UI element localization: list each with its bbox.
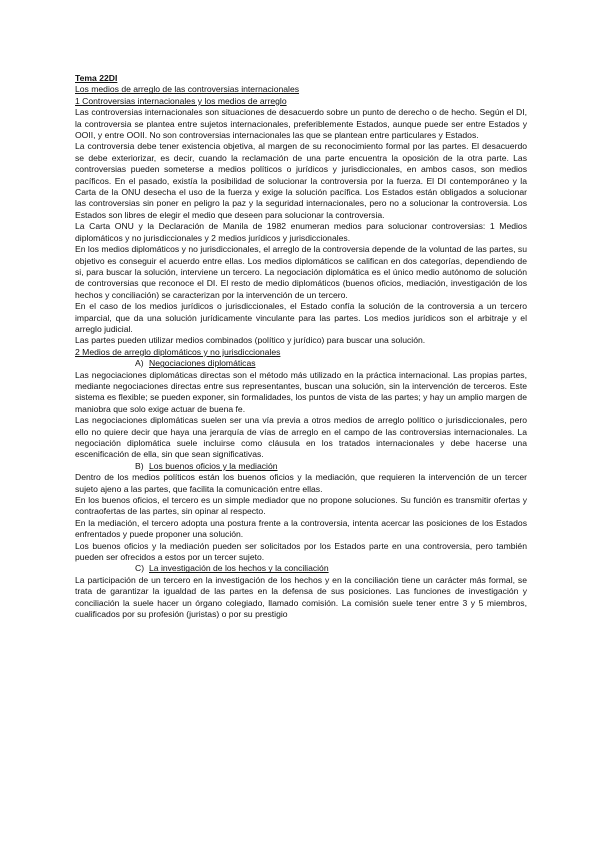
paragraph: En el caso de los medios jurídicos o jurisdiccionales, el Estado confía la solución de la controversia a un tercero imparcial, que da una solución jurídicamente vinculante para las partes. Los medios jurídicos son el arbitraje y el arreglo judicial. — [75, 301, 527, 334]
paragraph: En los buenos oficios, el tercero es un simple mediador que no propone soluciones. Su función es transmitir ofertas y contraofertas de las partes, sin opinar al respecto. — [75, 495, 527, 517]
paragraph: Los buenos oficios y la mediación pueden ser solicitados por los Estados parte en una controversia, pero también pueden ser ofrecidos a estos por un tercer sujeto. — [75, 540, 527, 563]
subsection-b-heading — [75, 461, 527, 472]
paragraph: La Carta ONU y la Declaración de Manila de 1982 enumeran medios para solucionar controversias: 1 Medios diplomáticos y no jurisdiccionales y 2 medios jurídicos y jurisdiccionales. — [75, 221, 527, 243]
paragraph: Las controversias internacionales son situaciones de desacuerdo sobre un punto de derecho o de hecho. Según el DI, la controversia se plantea entre sujetos internacionales, preferiblemente Estados, aunque puede ser entre Estados y OOII, y entre OOII. No son controversias internacionales las que se plantean entre particulares y Estados. — [75, 107, 527, 141]
subsection-letter: A) — [135, 358, 144, 369]
paragraph: Las negociaciones diplomáticas suelen ser una vía previa a otros medios de arreglo político o jurisdiccionales, pero ello no quiere decir que haya una jerarquía de vías de arreglo en el campo de las controversias internacionales. La negociación diplomática suele incluirse como cláusula en los tratados internacionales y debe hacerse una escenificación de ella, sin que sean significativas. — [75, 415, 527, 460]
subsection-c-heading — [75, 563, 527, 574]
paragraph: En la mediación, el tercero adopta una postura frente a la controversia, intenta acercar las posiciones de los Estados enfrentados y puede proponer una solución. — [75, 517, 527, 540]
document-page — [75, 73, 527, 621]
paragraph: En los medios diplomáticos y no jurisdiccionales, el arreglo de la controversia depende de la voluntad de las partes, su objetivo es conseguir el acuerdo entre ellas. Los medios diplomáticos se califican en dos categorías, dependiendo de si, para buscar la solución, interviene un tercero. La negociación diplomática es el único medio autónomo de solución de controversias que reconoce el DI. El resto de medio diplomáticos (buenos oficios, mediación, investigación de los hechos y conciliación) se caracterizan por la intervención de un tercero. — [75, 244, 527, 300]
topic-heading: Tema 22DI — [75, 73, 118, 83]
section-1-heading: 1 Controversias internacionales y los medios de arreglo — [75, 95, 287, 106]
subsection-title: Negociaciones diplomáticas — [149, 358, 256, 369]
paragraph: Las partes pueden utilizar medios combinados (político y jurídico) para buscar una solución. — [75, 335, 426, 346]
document-title: Los medios de arreglo de las controversias internacionales — [75, 84, 300, 95]
paragraph: Dentro de los medios políticos están los buenos oficios y la mediación, que requieren la intervención de un tercer sujeto ajeno a las partes, que facilita la comunicación entre ellas. — [75, 472, 527, 494]
subsection-title: La investigación de los hechos y la conciliación — [149, 563, 329, 574]
subsection-a-heading — [75, 358, 527, 369]
subsection-title: Los buenos oficios y la mediación — [149, 460, 278, 471]
paragraph: La participación de un tercero en la investigación de los hechos y en la conciliación tiene un carácter más formal, se trata de garantizar la igualdad de las partes en la defensa de sus posiciones. Las funciones de investigación y conciliación la suele hacer un órgano colegiado, llamado comisión. La comisión suele tener entre 3 y 5 miembros, cualificados por su profesión (juristas) o por su prestigio — [75, 574, 527, 620]
subsection-letter: B) — [135, 460, 144, 471]
subsection-letter: C) — [135, 563, 145, 574]
section-2-heading: 2 Medios de arreglo diplomáticos y no jurisdiccionales — [75, 346, 281, 357]
paragraph: La controversia debe tener existencia objetiva, al margen de su reconocimiento formal por las partes. El desacuerdo se debe exteriorizar, es decir, cuando la reclamación de una parte encuentra la oposición de la otra parte. Las controversias pueden someterse a medios políticos o jurídicos y jurisdiccionales, en ambos casos, son medios pacíficos. En el pasado, existía la posibilidad de solucionar la controversia por la fuerza. El DI contemporáneo y la Carta de la ONU desecha el uso de la fuerza y exige la solución pacífica. Los Estados están obligados a solucionar las controversias sin poner en peligro la paz y la seguridad internacionales, pero no a solucionar la controversia. Los Estados son libres de elegir el medio que deseen para solucionar la controversia. — [75, 141, 527, 220]
paragraph: Las negociaciones diplomáticas directas son el método más utilizado en la práctica internacional. Las propias partes, mediante negociaciones directas entre sus representantes, buscan una solución, sin la intervención de terceros. Este sistema es flexible; se pueden exponer, sin formalidades, los puntos de vista de las partes; y hay un amplio margen de maniobra que solo exige actuar de buena fe. — [75, 369, 527, 414]
